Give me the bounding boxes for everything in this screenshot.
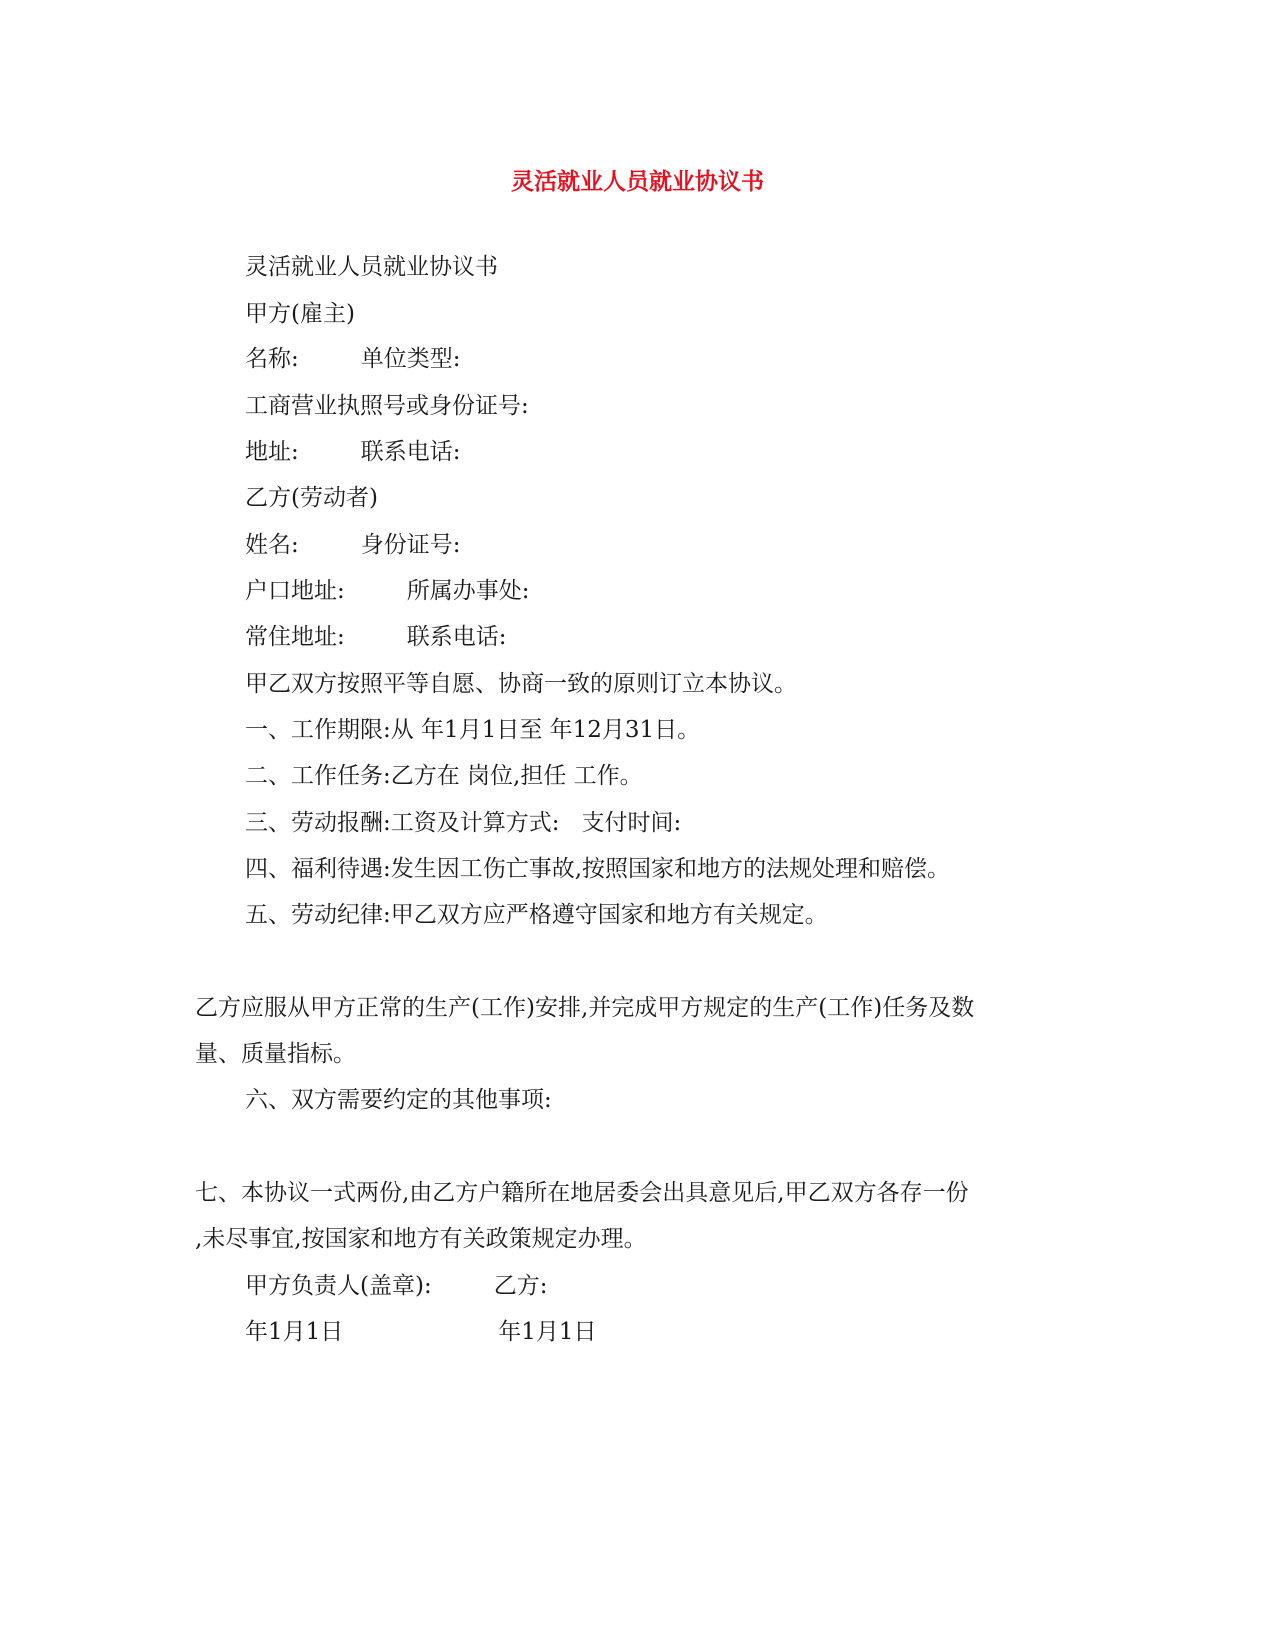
clause-7-line-2: ,未尽事宜,按国家和地方有关政策规定办理。 [195,1226,647,1252]
party-a-address-row [245,437,461,467]
document-title: 灵活就业人员就业协议书 [511,168,764,195]
party-a-signature-label: 甲方负责人(盖章): [245,1273,432,1299]
party-b-signature-date: 年1月1日 [498,1319,597,1345]
clause-3-wage-label: 三、劳动报酬:工资及计算方式: [245,810,560,836]
signature-labels-row [245,1271,547,1301]
clause-3-payment-time-label: 支付时间: [581,810,682,836]
party-a-license-label: 工商营业执照号或身份证号: [245,393,529,419]
party-b-name-row [245,530,461,560]
party-a-name-label: 名称: [245,346,299,372]
party-b-hukou-row [245,576,530,606]
signature-dates-row [245,1317,597,1347]
party-b-residence-row [245,622,507,652]
clause-7-line-1: 七、本协议一式两份,由乙方户籍所在地居委会出具意见后,甲乙双方各存一份 [195,1180,969,1206]
party-a-unit-type-label: 单位类型: [360,346,461,372]
clause-5-continuation-line-1: 乙方应服从甲方正常的生产(工作)安排,并完成甲方规定的生产(工作)任务及数 [195,995,975,1021]
clause-6: 六、双方需要约定的其他事项: [245,1087,552,1113]
party-b-office-label: 所属办事处: [406,578,530,604]
clause-4: 四、福利待遇:发生因工伤亡事故,按照国家和地方的法规处理和赔偿。 [245,856,951,882]
party-b-id-label: 身份证号: [360,532,461,558]
clause-1: 一、工作期限:从 年1月1日至 年12月31日。 [245,717,701,743]
body-heading: 灵活就业人员就业协议书 [245,254,498,280]
party-a-phone-label: 联系电话: [360,439,461,465]
party-a-address-label: 地址: [245,439,299,465]
clause-5-continuation-line-2: 量、质量指标。 [195,1041,356,1067]
party-b-heading: 乙方(劳动者) [245,485,378,511]
party-a-signature-date: 年1月1日 [245,1319,344,1345]
clause-2: 二、工作任务:乙方在 岗位,担任 工作。 [245,763,643,789]
party-a-name-row [245,344,461,374]
party-a-heading: 甲方(雇主) [245,301,355,327]
party-b-residence-label: 常住地址: [245,624,345,650]
party-b-signature-label: 乙方: [493,1273,548,1299]
party-b-phone-label: 联系电话: [406,624,507,650]
clause-5: 五、劳动纪律:甲乙双方应严格遵守国家和地方有关规定。 [245,902,828,928]
clause-3 [245,808,681,838]
party-b-hukou-label: 户口地址: [245,578,345,604]
party-b-name-label: 姓名: [245,532,299,558]
intro-paragraph: 甲乙双方按照平等自愿、协商一致的原则订立本协议。 [245,671,797,697]
